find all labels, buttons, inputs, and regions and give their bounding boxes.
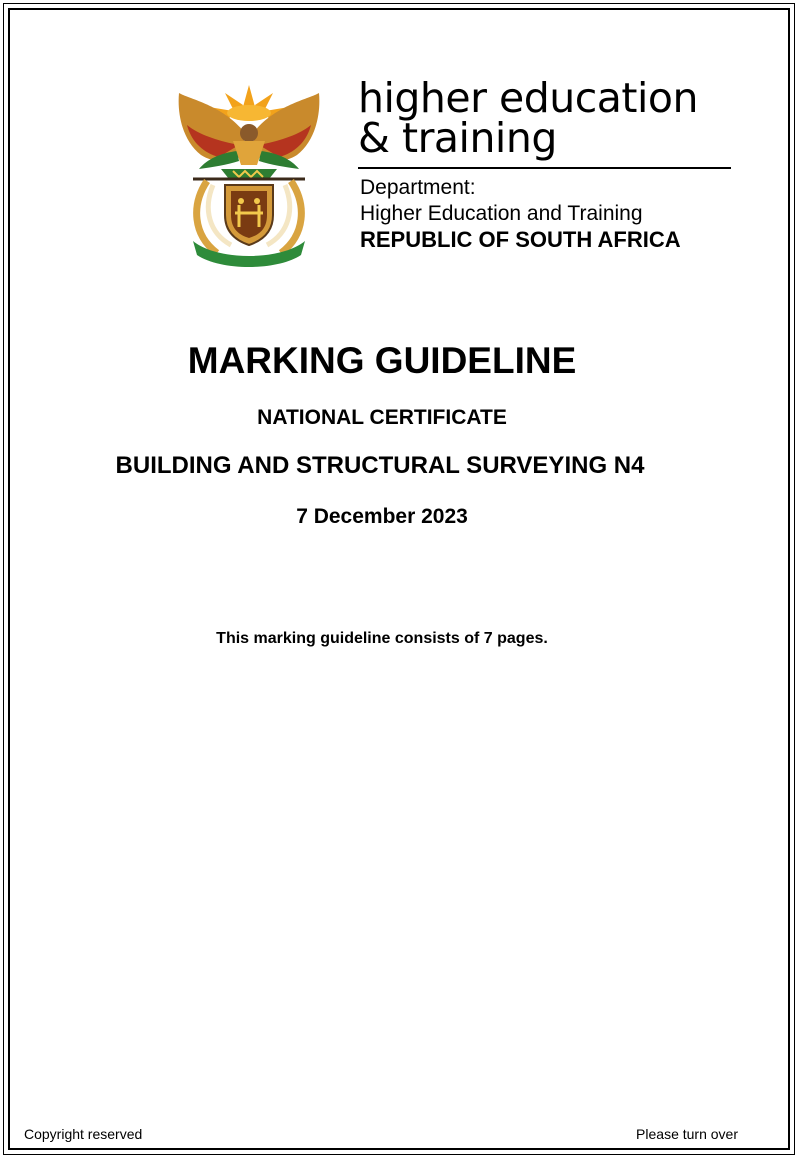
department-name: Higher Education and Training [360, 202, 643, 225]
brand-divider [358, 167, 731, 169]
exam-date: 7 December 2023 [296, 505, 468, 528]
department-text [360, 175, 740, 253]
department-label: Department: [360, 176, 476, 199]
country-name: REPUBLIC OF SOUTH AFRICA [360, 227, 681, 252]
page-count-note: This marking guideline consists of 7 pages. [216, 630, 548, 647]
certificate-type: NATIONAL CERTIFICATE [257, 406, 507, 429]
document-title: MARKING GUIDELINE [187, 340, 577, 381]
coat-of-arms-icon [173, 85, 325, 267]
copyright-note: Copyright reserved [24, 1126, 143, 1142]
brand-line-1: higher education [358, 74, 698, 122]
turn-over-note: Please turn over [636, 1126, 738, 1142]
department-header [358, 74, 738, 252]
brand-line-2: & training [358, 114, 557, 162]
subject-name: BUILDING AND STRUCTURAL SURVEYING N4 [115, 452, 645, 479]
